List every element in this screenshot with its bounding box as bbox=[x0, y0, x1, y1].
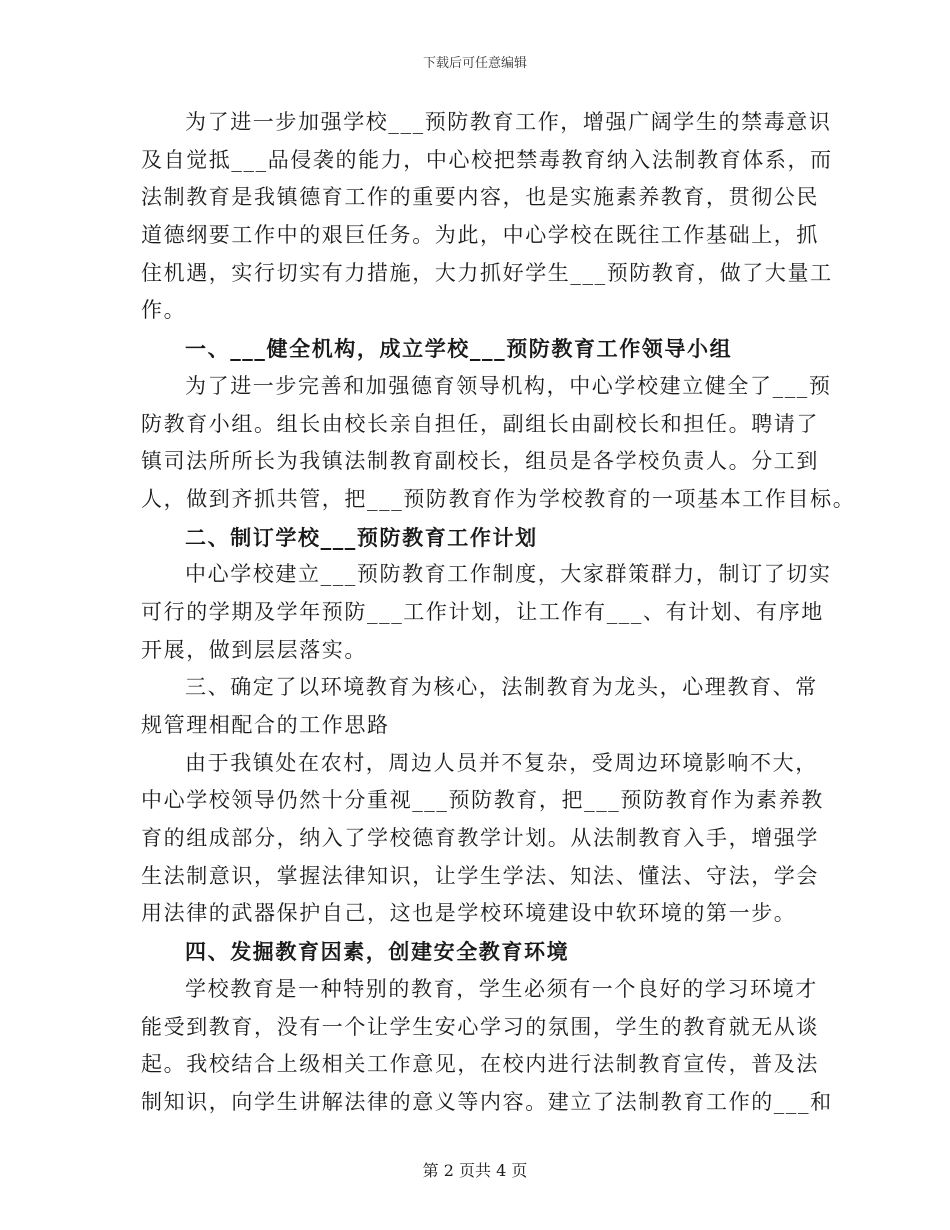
page-footer: 第 2 页共 4 页 bbox=[422, 1161, 528, 1180]
paragraph-line: 为了进一步完善和加强德育领导机构，中心学校建立健全了___预 bbox=[185, 373, 832, 398]
paragraph-line: 道德纲要工作中的艰巨任务。为此，中心学校在既往工作基础上，抓 bbox=[141, 223, 819, 248]
page-header: 下载后可任意编辑 bbox=[422, 56, 527, 71]
paragraph-line: 镇司法所所长为我镇法制教育副校长，组员是各学校负责人。分工到 bbox=[141, 449, 819, 474]
paragraph-line: 生法制意识，掌握法律知识，让学生学法、知法、懂法、守法，学会 bbox=[141, 863, 819, 888]
paragraph-line: 可行的学期及学年预防___工作计划，让工作有___、有计划、有序地 bbox=[141, 599, 824, 624]
paragraph-line: 人，做到齐抓共管，把___预防教育作为学校教育的一项基本工作目标。 bbox=[141, 486, 856, 511]
section-heading: 四、发掘教育因素，创建安全教育环境 bbox=[185, 939, 570, 965]
paragraph-line: 法制教育是我镇德育工作的重要内容，也是实施素养教育，贯彻公民 bbox=[141, 185, 819, 210]
paragraph-line: 中心学校领导仍然十分重视___预防教育，把___预防教育作为素养教 bbox=[141, 788, 824, 813]
section-heading: 二、制订学校___预防教育工作计划 bbox=[185, 524, 538, 550]
paragraph-line: 住机遇，实行切实有力措施，大力抓好学生___预防教育，做了大量工 bbox=[141, 260, 833, 285]
paragraph-line: 防教育小组。组长由校长亲自担任，副组长由副校长和担任。聘请了 bbox=[141, 411, 819, 436]
paragraph-line: 制知识，向学生讲解法律的意义等内容。建立了法制教育工作的___和 bbox=[141, 1089, 833, 1114]
paragraph-line: 开展，做到层层落实。 bbox=[141, 637, 367, 662]
paragraph-line: 规管理相配合的工作思路 bbox=[141, 713, 390, 737]
paragraph-line: 起。我校结合上级相关工作意见，在校内进行法制教育宣传，普及法 bbox=[141, 1052, 819, 1077]
paragraph-line: 三、确定了以环境教育为核心，法制教育为龙头，心理教育、常 bbox=[185, 675, 818, 700]
paragraph-line: 作。 bbox=[141, 298, 187, 323]
paragraph-line: 能受到教育，没有一个让学生安心学习的氛围，学生的教育就无从谈 bbox=[141, 1014, 819, 1039]
paragraph-line: 用法律的武器保护自己，这也是学校环境建设中软环境的第一步。 bbox=[141, 901, 797, 926]
document-body bbox=[141, 104, 856, 1122]
paragraph-line: 及自觉抵___品侵袭的能力，中心校把禁毒教育纳入法制教育体系，而 bbox=[141, 147, 833, 172]
paragraph-line: 中心学校建立___预防教育工作制度，大家群策群力，制订了切实 bbox=[185, 562, 832, 587]
paragraph-line: 育的组成部分，纳入了学校德育教学计划。从法制教育入手，增强学 bbox=[141, 826, 819, 851]
paragraph-line: 学校教育是一种特别的教育，学生必须有一个良好的学习环境才 bbox=[185, 976, 818, 1001]
section-heading: 一、___健全机构，成立学校___预防教育工作领导小组 bbox=[185, 336, 733, 362]
paragraph-line: 为了进一步加强学校___预防教育工作，增强广阔学生的禁毒意识 bbox=[185, 110, 832, 134]
paragraph-line: 由于我镇处在农村，周边人员并不复杂，受周边环境影响不大， bbox=[185, 750, 818, 775]
